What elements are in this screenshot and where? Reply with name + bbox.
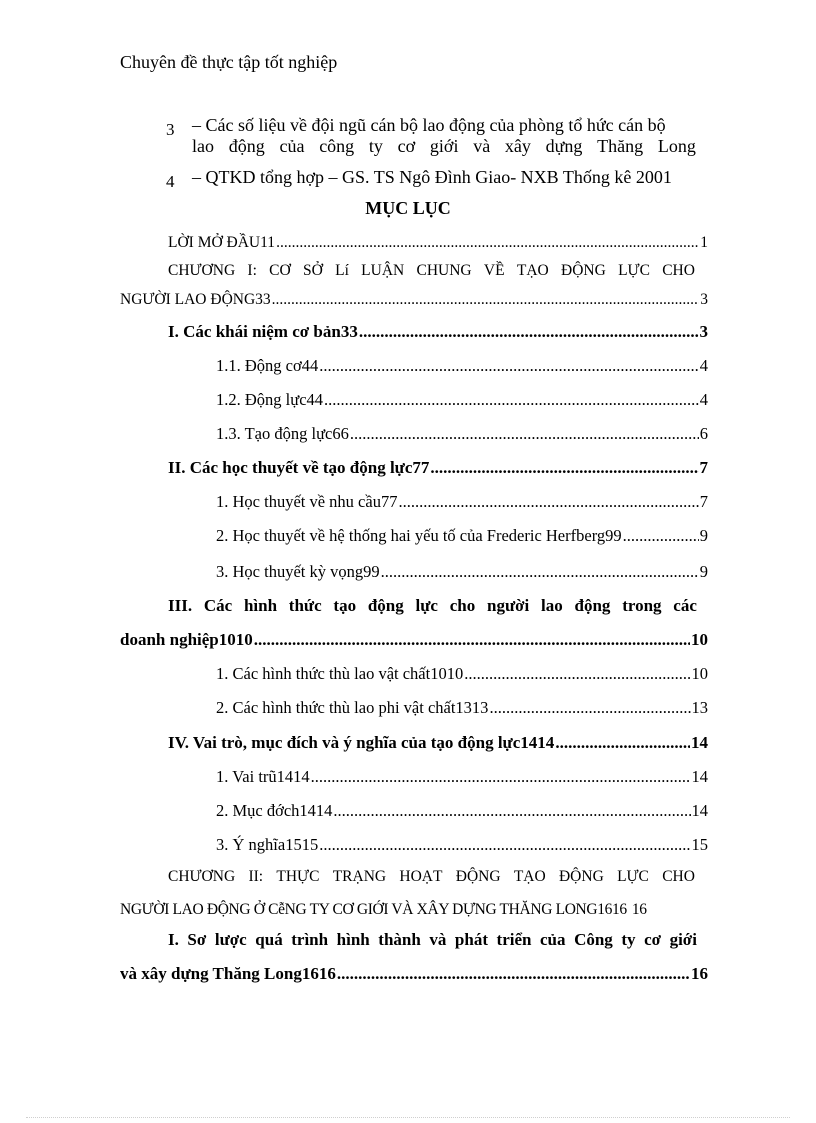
toc-title: MỤC LỤC xyxy=(365,198,451,218)
toc-page-number: 3 xyxy=(699,322,708,341)
toc-entry-text: 1. Học thuyết về nhu cầu77 xyxy=(216,492,398,511)
toc-entry-3-1[interactable] xyxy=(216,664,708,684)
reference-text: – Các số liệu về đội ngũ cán bộ lao động của phòng tổ hức cán bộ xyxy=(192,115,666,135)
toc-entry-text: 1.1. Động cơ44 xyxy=(216,356,319,375)
toc-leader xyxy=(430,458,698,478)
toc-entry-2-3[interactable] xyxy=(216,562,708,582)
toc-entry-text: 1.2. Động lực44 xyxy=(216,390,324,409)
toc-entry-text: doanh nghiệp1010 xyxy=(120,630,253,649)
toc-entry-chapter-2-section-1[interactable] xyxy=(120,964,708,984)
reference-text-continued: lao động của công ty cơ giới và xây dựng Thăng Long xyxy=(192,136,696,156)
toc-page-number: 1 xyxy=(700,234,708,251)
toc-entry-section-2[interactable] xyxy=(168,458,708,478)
toc-entry-section-3-line1[interactable]: III. Các hình thức tạo động lực cho người lao động trong các xyxy=(168,596,697,615)
toc-page-number: 3 xyxy=(700,291,708,308)
toc-leader xyxy=(319,835,690,855)
toc-leader xyxy=(311,767,691,787)
reference-number: 3 xyxy=(166,120,175,139)
toc-page-number: 14 xyxy=(691,767,708,786)
toc-entry-section-3[interactable] xyxy=(120,630,708,650)
toc-entry-text: NGƯỜI LAO ĐỘNG33 xyxy=(120,291,271,308)
toc-entry-section-4[interactable] xyxy=(168,733,708,753)
toc-entry-3-2[interactable] xyxy=(216,698,708,718)
toc-leader xyxy=(276,233,699,253)
toc-entry-text: NGƯỜI LAO ĐỘNG Ở CễNG TY CƠ GIỚI VÀ XÂY DỰNG THĂNG LONG1616 xyxy=(120,901,627,918)
toc-entry-1-3[interactable] xyxy=(216,424,708,444)
toc-entry-chapter-2-section-1-line1[interactable]: I. Sơ lược quá trình hình thành và phát triển của Công ty cơ giới xyxy=(168,930,697,949)
toc-entry-text: 2. Học thuyết về hệ thống hai yếu tố của Frederic Herfberg99 xyxy=(216,526,622,545)
toc-entry-text: 3. Ý nghĩa1515 xyxy=(216,835,319,854)
toc-page-number: 9 xyxy=(699,526,708,545)
toc-entry-text: 1. Các hình thức thù lao vật chất1010 xyxy=(216,664,464,683)
toc-leader xyxy=(337,964,690,984)
toc-entry-1-2[interactable] xyxy=(216,390,708,410)
toc-entry-text: I. Các khái niệm cơ bản33 xyxy=(168,322,358,341)
toc-page-number: 15 xyxy=(691,835,708,854)
toc-entry-text: 2. Các hình thức thù lao phi vật chất1313 xyxy=(216,698,489,717)
toc-leader xyxy=(350,424,699,444)
toc-page-number: 10 xyxy=(691,664,708,683)
reference-number: 4 xyxy=(166,172,175,191)
toc-page-number: 6 xyxy=(699,424,708,443)
toc-entry-chapter-2-line1[interactable]: CHƯƠNG II: THỰC TRẠNG HOẠT ĐỘNG TẠO ĐỘNG LỰC CHO xyxy=(168,868,695,885)
toc-entry-intro[interactable] xyxy=(168,233,708,253)
toc-page-number: 14 xyxy=(691,801,708,820)
toc-page-number: 7 xyxy=(699,492,708,511)
toc-leader xyxy=(272,290,700,310)
toc-leader xyxy=(324,390,699,410)
toc-page-number: 7 xyxy=(699,458,708,477)
toc-entry-4-2[interactable] xyxy=(216,801,708,821)
toc-leader xyxy=(359,322,699,342)
toc-leader xyxy=(555,733,690,753)
toc-entry-2-1[interactable] xyxy=(216,492,708,512)
toc-page-number: 4 xyxy=(699,390,708,409)
toc-page-number: 16 xyxy=(631,901,647,918)
toc-page-number: 13 xyxy=(691,698,708,717)
toc-leader xyxy=(319,356,699,376)
toc-page-number: 14 xyxy=(691,733,708,752)
toc-entry-1-1[interactable] xyxy=(216,356,708,376)
toc-entry-section-1[interactable] xyxy=(168,322,708,342)
toc-entry-text: IV. Vai trò, mục đích và ý nghĩa của tạo động lực1414 xyxy=(168,733,555,752)
toc-entry-text: 1.3. Tạo động lực66 xyxy=(216,424,349,443)
page-bottom-rule xyxy=(26,1117,790,1118)
toc-leader xyxy=(623,526,699,546)
toc-entry-text: II. Các học thuyết về tạo động lực77 xyxy=(168,458,430,477)
toc-entry-2-2[interactable] xyxy=(216,526,708,546)
toc-page-number: 4 xyxy=(699,356,708,375)
toc-entry-4-3[interactable] xyxy=(216,835,708,855)
toc-leader xyxy=(464,664,690,684)
toc-page-number: 10 xyxy=(691,630,708,649)
reference-text: – QTKD tổng hợp – GS. TS Ngô Đình Giao- NXB Thống kê 2001 xyxy=(192,167,672,187)
toc-entry-text: và xây dựng Thăng Long1616 xyxy=(120,964,336,983)
toc-entry-chapter-1-line1[interactable]: CHƯƠNG I: CƠ SỞ Lí LUẬN CHUNG VỀ TẠO ĐỘNG LỰC CHO xyxy=(168,262,695,279)
toc-leader xyxy=(398,492,698,512)
toc-entry-text: LỜI MỞ ĐẦU11 xyxy=(168,234,276,251)
toc-leader xyxy=(254,630,690,650)
toc-entry-chapter-1[interactable] xyxy=(120,290,708,310)
toc-entry-text: 1. Vai trũ1414 xyxy=(216,767,310,786)
toc-page-number: 9 xyxy=(699,562,708,581)
toc-entry-text: 2. Mục đớch1414 xyxy=(216,801,333,820)
toc-leader xyxy=(333,801,690,821)
document-header: Chuyên đề thực tập tốt nghiệp xyxy=(120,52,338,72)
toc-leader xyxy=(489,698,690,718)
toc-page-number: 16 xyxy=(691,964,708,983)
toc-entry-chapter-2[interactable] xyxy=(120,900,708,920)
toc-entry-text: 3. Học thuyết kỳ vọng99 xyxy=(216,562,380,581)
toc-leader xyxy=(381,562,699,582)
toc-entry-4-1[interactable] xyxy=(216,767,708,787)
